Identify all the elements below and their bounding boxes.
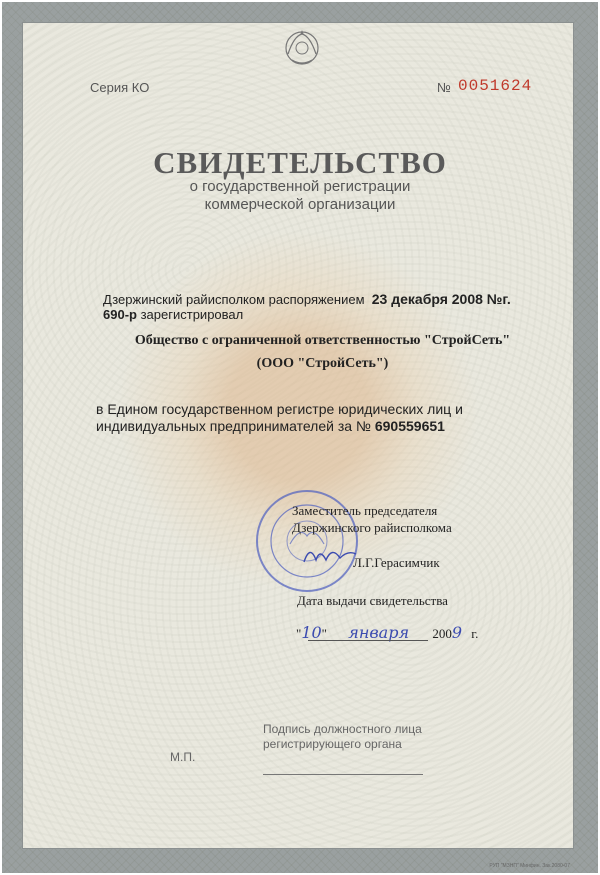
number-sign: № <box>437 80 451 95</box>
issue-year-digit: 9 <box>451 623 462 642</box>
issue-date: "10" января 2009 г. <box>296 623 479 642</box>
signature-scribble <box>300 540 360 570</box>
authority-text: Дзержинский райисполком распоряжением <box>103 292 365 307</box>
certificate-number: 0051624 <box>458 77 533 95</box>
printer-imprint: РУП "МЗНП" Минфин. Зак.2080-07 <box>489 863 570 869</box>
document-title: СВИДЕТЕЛЬСТВО <box>153 145 447 180</box>
signature-caption-2: регистрирующего органа <box>263 737 402 751</box>
position-line-2: Дзержинского райисполкома <box>292 520 452 535</box>
registration-line-2 <box>103 307 243 322</box>
stamp-place-label: М.П. <box>170 750 196 764</box>
series-label: Серия КО <box>90 80 150 95</box>
register-prefix: индивидуальных предпринимателей за № <box>96 418 371 434</box>
date-underline <box>308 640 428 641</box>
issue-year-suffix: г. <box>471 626 479 641</box>
position-line-1: Заместитель председателя <box>292 503 438 518</box>
issue-year-prefix: 200 <box>432 626 452 641</box>
organization-full-name: Общество с ограниченной ответственностью "СтройСеть" <box>134 333 511 348</box>
registration-date: 23 декабря 2008 №г. <box>371 291 511 307</box>
register-line-2 <box>96 418 445 434</box>
order-number: 690-р <box>103 307 137 322</box>
register-line-1: в Едином государственном регистре юридических лиц и <box>96 401 463 417</box>
signature-line <box>263 774 423 775</box>
organization-short-name: (ООО "СтройСеть") <box>256 356 389 371</box>
signature-caption-1: Подпись должностного лица <box>263 722 422 736</box>
issue-date-label: Дата выдачи свидетельства <box>297 593 448 608</box>
register-number: 690559651 <box>374 418 445 434</box>
subtitle-line-1: о государственной регистрации <box>189 178 411 195</box>
registered-verb: зарегистрировал <box>140 307 244 322</box>
official-name: Л.Г.Герасимчик <box>353 555 440 570</box>
subtitle-line-2: коммерческой организации <box>204 196 396 213</box>
state-emblem-icon <box>280 26 324 70</box>
issue-day: 10 <box>301 623 322 642</box>
registration-line-1 <box>103 291 511 307</box>
issue-month: января <box>348 623 410 642</box>
